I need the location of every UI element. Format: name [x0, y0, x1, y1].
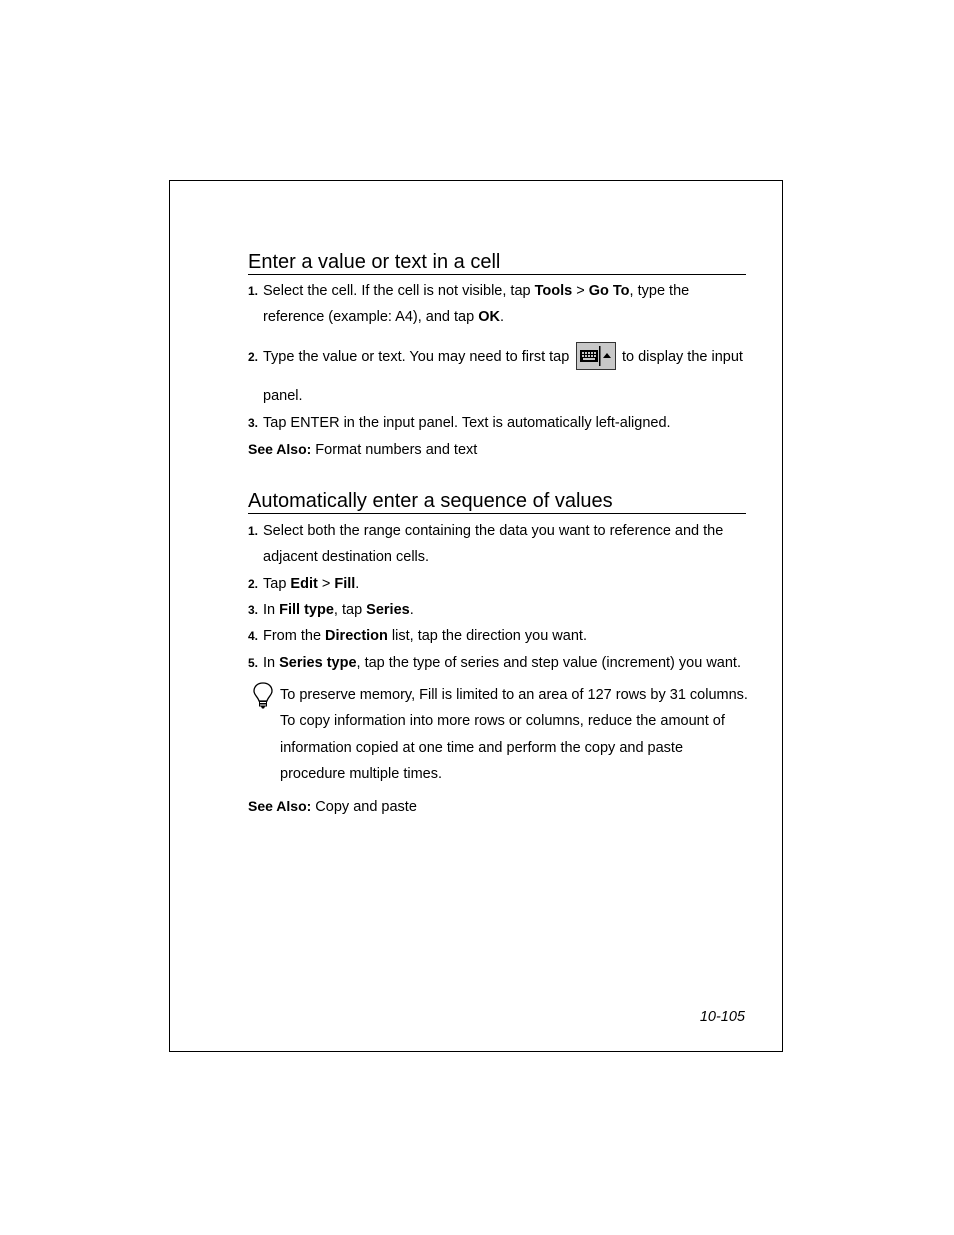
- lightbulb-icon: [252, 682, 274, 710]
- section-1-heading: [248, 250, 746, 275]
- s1-step-3: 3. Tap ENTER in the input panel. Text is automatically left-aligned.: [248, 415, 671, 431]
- s2-step-3: 3. In Fill type, tap Series.: [248, 602, 414, 618]
- s1-step-2-cont: panel.: [263, 388, 303, 404]
- tip-note: To preserve memory, Fill is limited to an area of 127 rows by 31 columns. To copy information into more rows or columns, reduce the amount of information copied at one time and perform the copy and paste procedure multiple times.: [280, 687, 748, 782]
- section-1-title: Enter a value or text in a cell: [248, 250, 746, 275]
- input-panel-button[interactable]: [576, 342, 616, 370]
- s2-step-2: 2. Tap Edit > Fill.: [248, 576, 360, 592]
- s2-see-also-link[interactable]: Copy and paste: [311, 799, 417, 815]
- page-number: 10-105: [699, 1009, 745, 1025]
- s2-step-1: 1. Select both the range containing the data you want to reference and the adjacent destination cells.: [248, 523, 724, 565]
- s1-see-also: See Also: Format numbers and text: [248, 441, 478, 458]
- s1-step-1: 1. Select the cell. If the cell is not visible, tap Tools > Go To, type the reference (example: A4), and tap OK.: [248, 283, 690, 325]
- section-2-title: Automatically enter a sequence of values: [248, 489, 746, 514]
- keyboard-icon: [577, 343, 615, 369]
- s1-step-2: 2. Type the value or text. You may need to first tap to display the input: [248, 349, 743, 365]
- s2-step-4: 4. From the Direction list, tap the direction you want.: [248, 628, 587, 644]
- s1-see-also-link[interactable]: Format numbers and text: [311, 442, 478, 458]
- s2-see-also: See Also: Copy and paste: [248, 798, 417, 815]
- s2-step-5: 5. In Series type, tap the type of series and step value (increment) you want.: [248, 655, 741, 671]
- section-2-heading: [248, 489, 746, 514]
